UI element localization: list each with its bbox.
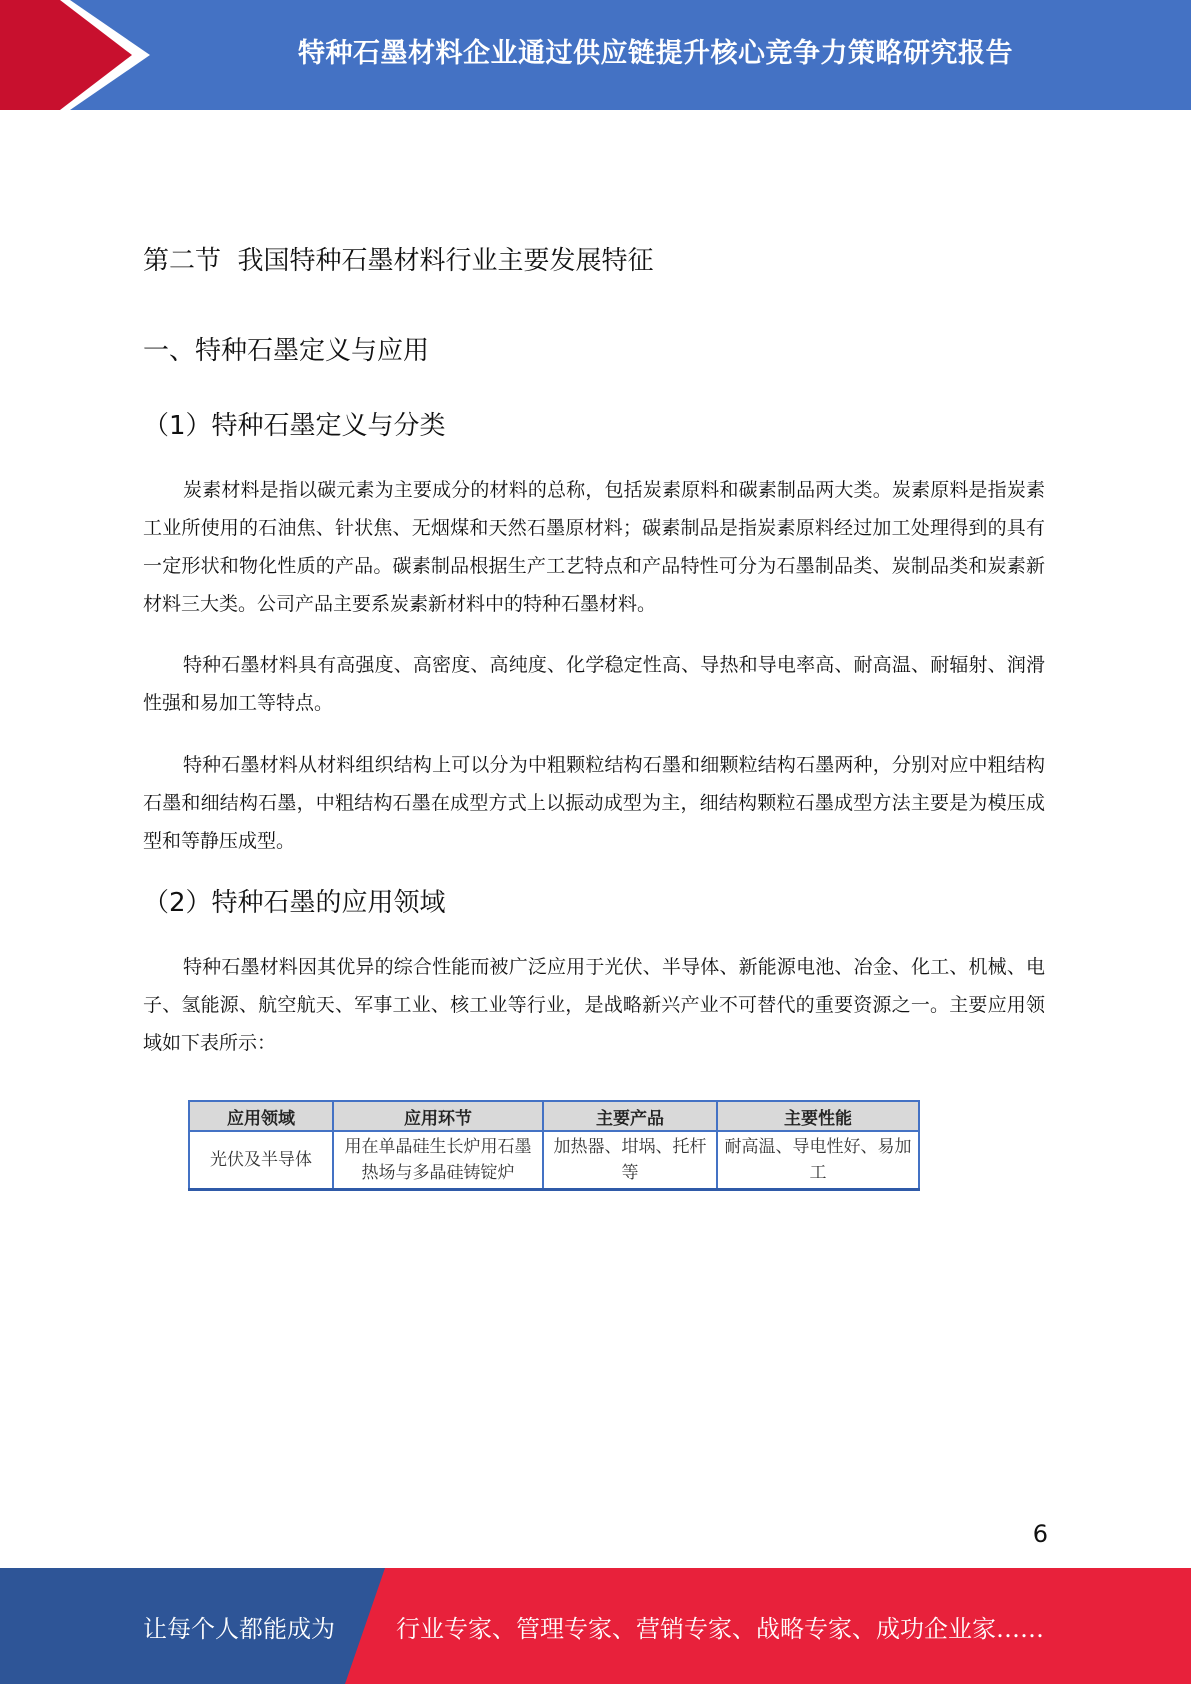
table-cell: 光伏及半导体: [189, 1131, 333, 1190]
page-footer: [0, 1568, 1191, 1684]
section-heading: 第二节 我国特种石墨材料行业主要发展特征: [143, 246, 654, 276]
footer-slogan-right: 行业专家、管理专家、营销专家、战略专家、成功企业家……: [396, 1614, 1044, 1643]
table-header-cell: 应用环节: [333, 1101, 543, 1131]
table-header-cell: 应用领域: [189, 1101, 333, 1131]
page-header: [0, 0, 1191, 110]
part2-heading: （2）特种石墨的应用领域: [143, 888, 446, 918]
table-cell: 用在单晶硅生长炉用石墨热场与多晶硅铸锭炉: [333, 1131, 543, 1190]
footer-slogan-left: 让每个人都能成为: [143, 1614, 335, 1643]
table-header-cell: 主要产品: [543, 1101, 717, 1131]
table-row: [189, 1131, 919, 1190]
paragraph: 炭素材料是指以碳元素为主要成分的材料的总称，包括炭素原料和碳素制品两大类。炭素原料是指炭素工业所使用的石油焦、针状焦、无烟煤和天然石墨原材料；碳素制品是指炭素原料经过加工处理得到的具有一定形状和物化性质的产品。碳素制品根据生产工艺特点和产品特性可分为石墨制品类、炭制品类和炭素新材料三大类。公司产品主要系炭素新材料中的特种石墨材料。: [143, 479, 1045, 615]
table-cell: 加热器、坩埚、托杆等: [543, 1131, 717, 1190]
page-number: 6: [1032, 1520, 1048, 1548]
application-table-wrapper: [188, 1100, 920, 1191]
header-arrow-decoration: [0, 0, 160, 110]
paragraph: 特种石墨材料因其优异的综合性能而被广泛应用于光伏、半导体、新能源电池、冶金、化工、机械、电子、氢能源、航空航天、军事工业、核工业等行业，是战略新兴产业不可替代的重要资源之一。主要应用领域如下表所示：: [143, 956, 1045, 1054]
table-header-cell: 主要性能: [717, 1101, 919, 1131]
application-table: [188, 1100, 920, 1191]
part1-heading: （1）特种石墨定义与分类: [143, 411, 446, 441]
table-cell: 耐高温、导电性好、易加工: [717, 1131, 919, 1190]
paragraph: 特种石墨材料从材料组织结构上可以分为中粗颗粒结构石墨和细颗粒结构石墨两种，分别对应中粗结构石墨和细结构石墨，中粗结构石墨在成型方式上以振动成型为主，细结构颗粒石墨成型方法主要是为模压成型和等静压成型。: [143, 754, 1045, 852]
report-title: 特种石墨材料企业通过供应链提升核心竞争力策略研究报告: [298, 37, 1013, 69]
table-header-row: [189, 1101, 919, 1131]
subsection-heading: 一、特种石墨定义与应用: [143, 336, 430, 366]
paragraph: 特种石墨材料具有高强度、高密度、高纯度、化学稳定性高、导热和导电率高、耐高温、耐辐射、润滑性强和易加工等特点。: [143, 654, 1045, 714]
